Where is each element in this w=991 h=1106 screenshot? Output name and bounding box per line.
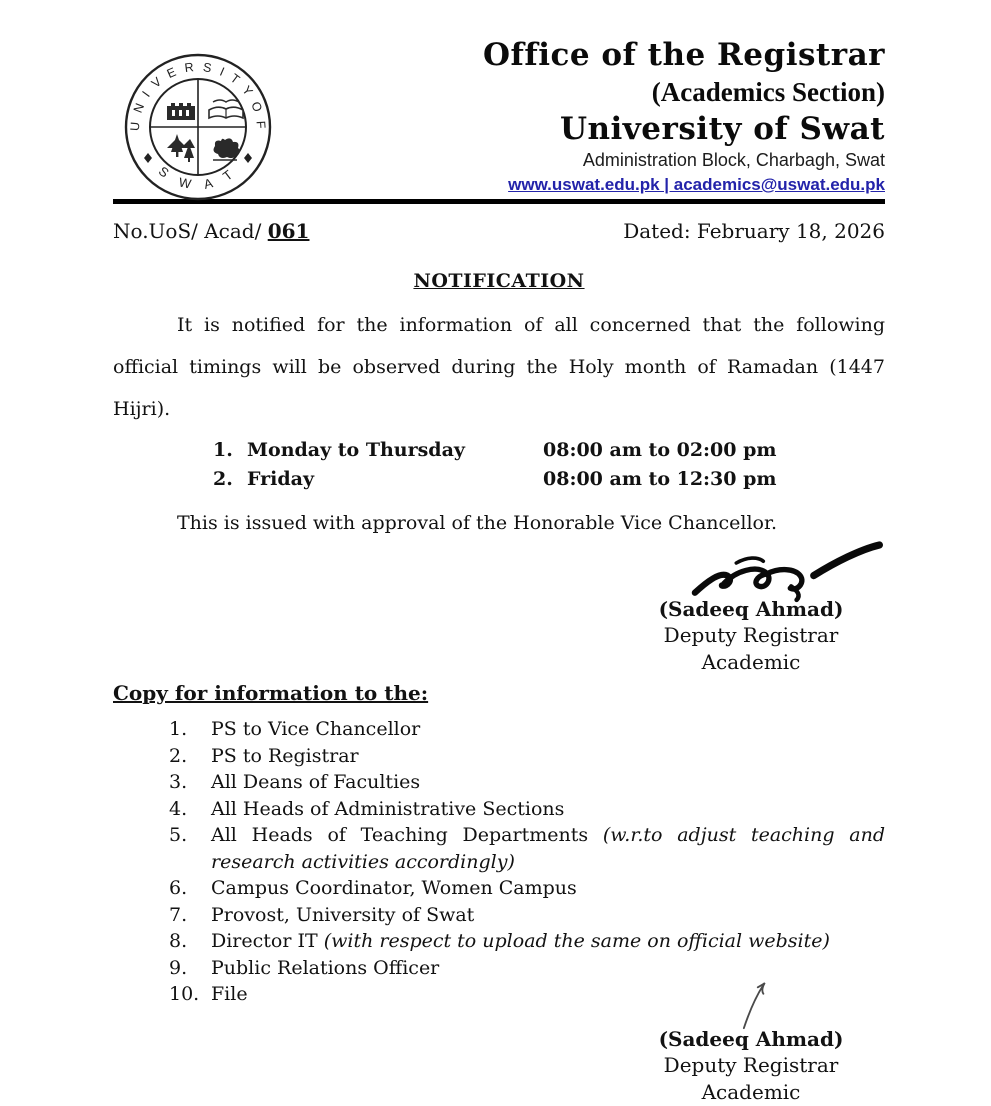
signature-block xyxy=(617,536,885,676)
copy-list xyxy=(169,716,885,1008)
seal-building-icon xyxy=(167,103,195,120)
list-item-text-regular: All Deans of Faculties xyxy=(211,771,421,793)
document-number xyxy=(113,218,309,244)
list-item-text xyxy=(211,875,885,902)
list-item-text-italic: (with respect to upload the same on official website) xyxy=(323,930,830,952)
address-line: Administration Block, Charbagh, Swat xyxy=(582,150,885,170)
list-item-number: 3. xyxy=(169,771,188,793)
list-item-text-regular: PS to Registrar xyxy=(211,744,359,767)
list-item xyxy=(169,716,885,743)
seal-book-icon xyxy=(209,100,243,118)
timing-row xyxy=(213,465,885,494)
list-item-text-italic: (w.r.to adjust teaching and research activities accordingly) xyxy=(211,824,885,873)
ref-prefix: No.UoS/ Acad/ xyxy=(113,219,268,243)
list-item-number: 8. xyxy=(169,930,188,952)
list-item-text-regular: Provost, University of Swat xyxy=(211,903,475,926)
list-item-number: 7. xyxy=(169,903,188,926)
seal-trees-icon xyxy=(167,134,195,162)
website-email-links[interactable]: www.uswat.edu.pk | academics@uswat.edu.pk xyxy=(508,175,885,194)
seal-text-bottom: S W A T xyxy=(155,163,241,193)
list-item-number: 5. xyxy=(169,824,188,846)
list-item-text xyxy=(211,928,885,955)
list-item xyxy=(169,955,885,982)
list-item-number: 2. xyxy=(169,744,188,767)
list-item-text-regular: All Heads of Administrative Sections xyxy=(211,797,565,820)
signatory-name: (Sadeeq Ahmad) xyxy=(658,1026,844,1051)
timing-days: Monday to Thursday xyxy=(247,439,465,461)
list-item-text xyxy=(211,769,885,796)
list-item xyxy=(169,928,885,955)
list-item xyxy=(169,981,885,1008)
list-item-text-regular: File xyxy=(211,983,248,1005)
list-item-text xyxy=(211,796,885,823)
list-item-text-regular: Campus Coordinator, Women Campus xyxy=(211,877,577,899)
letterhead xyxy=(113,36,885,196)
timing-hours: 08:00 am to 02:00 pm xyxy=(543,439,777,461)
list-item-number: 4. xyxy=(169,797,188,820)
seal-text-top: U N I V E R S I T Y O F xyxy=(127,59,269,132)
university-seal xyxy=(123,52,273,202)
list-item-number: 1. xyxy=(169,718,188,740)
list-item xyxy=(169,743,885,770)
university-name: University of Swat xyxy=(559,111,885,147)
signatory-title: Deputy Registrar Academic xyxy=(663,1052,839,1104)
timing-days: Friday xyxy=(247,468,315,490)
list-item-text xyxy=(211,716,885,743)
list-item xyxy=(169,902,885,929)
timing-row xyxy=(213,436,885,465)
list-item-text-regular: Public Relations Officer xyxy=(211,956,440,979)
body-paragraph: It is notified for the information of all concerned that the following official timings will be observed during the Holy month of Ramadan (1447 Hijri). xyxy=(113,314,885,420)
list-item-number: 9. xyxy=(169,956,188,979)
list-item-number: 10. xyxy=(169,983,200,1005)
seal-diamond-left-icon xyxy=(144,153,152,163)
list-item xyxy=(169,875,885,902)
approval-statement: This is issued with approval of the Honorable Vice Chancellor. xyxy=(177,512,778,534)
list-item xyxy=(169,796,885,823)
seal-diamond-right-icon xyxy=(244,153,252,163)
list-item-text xyxy=(211,981,885,1008)
list-item-text-regular: All Heads of Teaching Departments xyxy=(211,824,603,846)
notification-title: NOTIFICATION xyxy=(413,270,585,292)
list-item xyxy=(169,822,885,875)
section-title: (Academics Section) xyxy=(651,77,885,107)
copy-section-heading: Copy for information to the: xyxy=(113,681,429,705)
document-date: Dated: February 18, 2026 xyxy=(623,219,885,243)
list-item-text-regular: Director IT xyxy=(211,930,324,952)
signatory-name: (Sadeeq Ahmad) xyxy=(658,597,844,621)
office-title: Office of the Registrar xyxy=(483,37,885,73)
timing-hours: 08:00 am to 12:30 pm xyxy=(543,468,777,490)
list-item xyxy=(169,769,885,796)
list-item-text xyxy=(211,955,885,982)
ref-number: 061 xyxy=(267,219,310,243)
list-item-text xyxy=(211,743,885,770)
timing-number: 1. xyxy=(213,439,233,461)
list-item-text-regular: PS to Vice Chancellor xyxy=(211,718,421,740)
timings-list xyxy=(213,436,885,494)
timing-number: 2. xyxy=(213,468,233,490)
list-item-text xyxy=(211,822,885,875)
list-item-text xyxy=(211,902,885,929)
list-item-number: 6. xyxy=(169,877,188,899)
signatory-title: Deputy Registrar Academic xyxy=(663,623,839,674)
meta-row xyxy=(113,218,885,244)
